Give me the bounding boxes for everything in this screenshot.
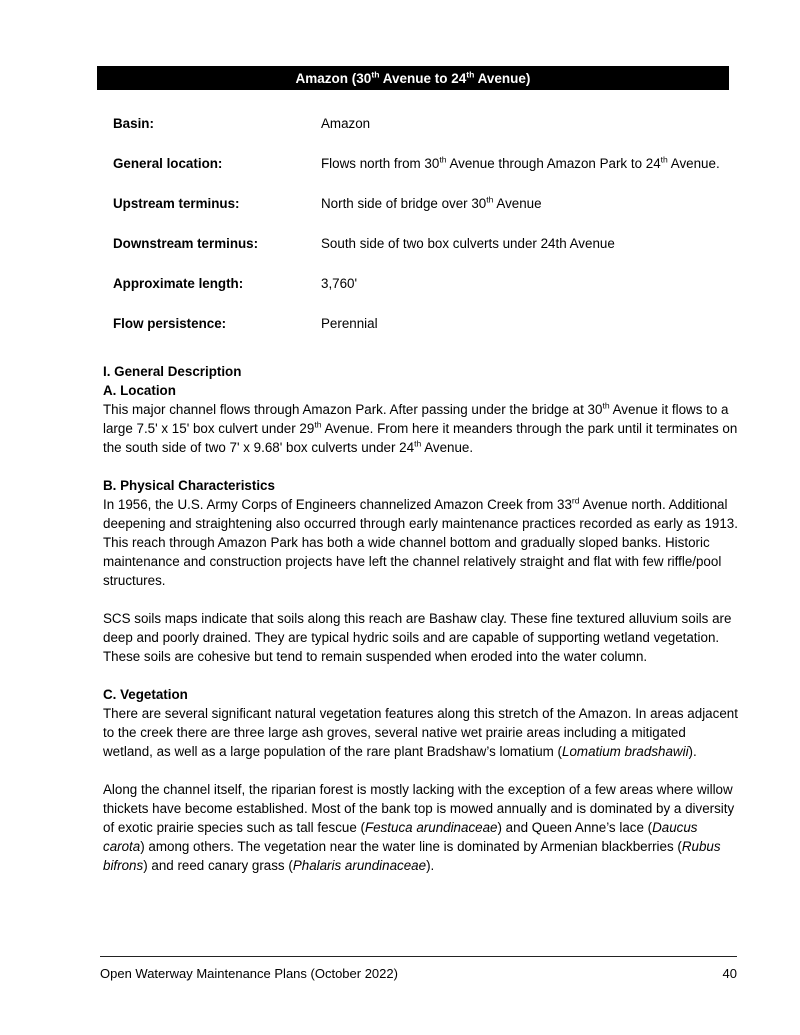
section-heading: I. General Description [103,364,242,379]
footer-divider [100,956,737,957]
body-paragraph: There are several significant natural vegetation features along this stretch of the Amazon. In areas adjacent to the creek there are three large ash groves, several native wet prairie areas including a mitigated wetland, as well as a large population of the rare plant Bradshaw’s lomatium (Lomatium bradshawii). [103,706,738,759]
page-title: Amazon (30th Avenue to 24th Avenue) [295,69,531,86]
info-value: 3,760' [321,276,358,291]
body-paragraph: In 1956, the U.S. Army Corps of Engineers channelized Amazon Creek from 33rd Avenue north. Additional deepening and straightening also occurred through early maintenance practices recorded as early as 1913. This reach through Amazon Park has both a wide channel bottom and gradually sloped banks. Historic maintenance and construction projects have left the channel relatively straight and flat with few riffle/pool structures. [103,495,738,588]
info-row [113,274,737,293]
info-label: Upstream terminus: [113,196,240,211]
footer-text: Open Waterway Maintenance Plans (October 2022) [100,966,398,981]
info-value: North side of bridge over 30th Avenue [321,194,542,211]
footer-row [100,966,737,981]
info-label: Basin: [113,116,154,131]
section-title-bar [97,66,729,90]
info-label: Approximate length: [113,276,244,291]
info-row [113,234,737,253]
body-paragraph: SCS soils maps indicate that soils along this reach are Bashaw clay. These fine textured alluvium soils are deep and poorly drained. They are typical hydric soils and are capable of supporting wetland vegetation. These soils are cohesive but tend to remain suspended when eroded into the water column. [103,611,732,664]
section-heading: A. Location [103,383,176,398]
page-footer [100,956,737,981]
info-label: Flow persistence: [113,316,227,331]
info-value: South side of two box culverts under 24th Avenue [321,236,615,251]
info-value: Flows north from 30th Avenue through Amazon Park to 24th Avenue. [321,154,720,171]
info-label: General location: [113,156,223,171]
info-row [113,114,737,133]
info-row [113,194,737,213]
section-heading: B. Physical Characteristics [103,478,275,493]
info-row [113,154,737,173]
info-row [113,314,737,333]
info-table [113,114,737,354]
body-paragraph: This major channel flows through Amazon Park. After passing under the bridge at 30th Avenue it flows to a large 7.5' x 15' box culvert under 29th Avenue. From here it meanders through the park until it terminates on the south side of two 7' x 9.68' box culverts under 24th Avenue. [103,400,738,455]
body-paragraph: Along the channel itself, the riparian forest is mostly lacking with the exception of a few areas where willow thickets have become established. Most of the bank top is mowed annually and is dominated by a diversity of exotic prairie species such as tall fescue (Festuca arundinaceae) and Queen Anne’s lace (Daucus carota) among others. The vegetation near the water line is dominated by Armenian blackberries (Rubus bifrons) and reed canary grass (Phalaris arundinaceae). [103,782,735,873]
info-value: Amazon [321,116,371,131]
document-body [103,362,739,875]
info-label: Downstream terminus: [113,236,259,251]
info-value: Perennial [321,316,378,331]
page-number: 40 [722,966,737,981]
section-heading: C. Vegetation [103,687,188,702]
